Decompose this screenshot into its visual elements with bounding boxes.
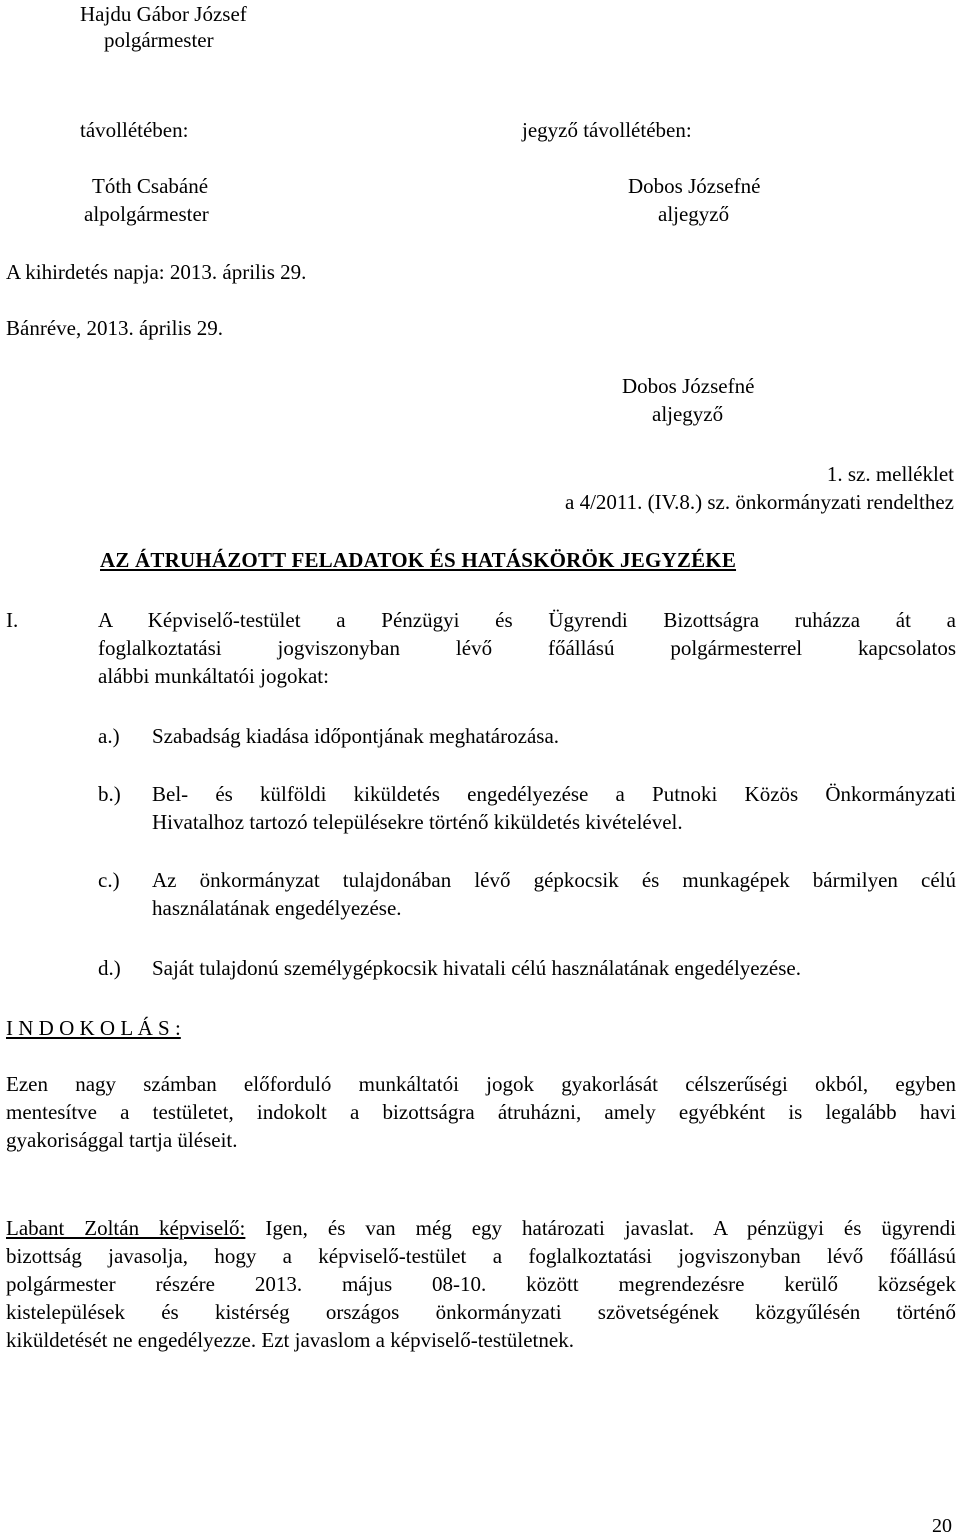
signature-left-title: alpolgármester xyxy=(84,202,209,226)
item-text: Saját tulajdonú személygépkocsik hivatali célú használatának engedélyezése. xyxy=(152,956,801,980)
justification-line-3: gyakorisággal tartja üléseit. xyxy=(6,1128,238,1152)
item-text: Szabadság kiadása időpontjának meghatározása. xyxy=(152,724,560,748)
mayor-title: polgármester xyxy=(104,28,214,52)
item-label: d.) xyxy=(98,956,121,980)
item-label: b.) xyxy=(98,782,121,806)
document-title: AZ ÁTRUHÁZOTT FELADATOK ÉS HATÁSKÖRÖK JEGYZÉKE xyxy=(100,548,737,572)
justification-heading: I N D O K O L Á S : xyxy=(6,1016,181,1040)
signature-left-name: Tóth Csabáné xyxy=(92,174,209,198)
place-and-date: Bánréve, 2013. április 29. xyxy=(6,316,223,340)
speech-line-2: bizottság javasolja, hogy a képviselő-testület a foglalkoztatási jogviszonyban lévő főállású xyxy=(6,1244,956,1268)
speech-line-3: polgármester részére 2013. május 08-10. között megrendezésre kerülő községek xyxy=(6,1272,956,1296)
item-text: Bel- és külföldi kiküldetés engedélyezése a Putnoki Közös Önkormányzati xyxy=(152,782,956,806)
notary-name: Dobos Józsefné xyxy=(622,374,755,398)
signature-left-caption: távollétében: xyxy=(80,118,189,142)
section-intro-line-3: alábbi munkáltatói jogokat: xyxy=(98,664,329,688)
speech-line-1 xyxy=(6,1214,956,1242)
item-text-continued: használatának engedélyezése. xyxy=(152,896,402,920)
signature-right-title: aljegyző xyxy=(658,202,730,226)
section-intro-line-2: foglalkoztatási jogviszonyban lévő főállású polgármesterrel kapcsolatos xyxy=(98,636,956,660)
notary-title: aljegyző xyxy=(652,402,724,426)
speaker-name: Labant Zoltán képviselő: xyxy=(6,1216,246,1240)
speech-line-4: kistelepülések és kistérség országos önkormányzati szövetségének közgyűlésén történő xyxy=(6,1300,956,1324)
annex-number: 1. sz. melléklet xyxy=(826,462,954,486)
signature-right-name: Dobos Józsefné xyxy=(628,174,761,198)
page-number: 20 xyxy=(932,1515,952,1537)
speech-line-5: kiküldetését ne engedélyezze. Ezt javaslom a képviselő-testületnek. xyxy=(6,1328,574,1352)
justification-line-2: mentesítve a testületet, indokolt a bizottságra átruházni, amely egyébként is legalább havi xyxy=(6,1100,956,1124)
section-intro-line-1: A Képviselő-testület a Pénzügyi és Ügyrendi Bizottságra ruházza át a xyxy=(98,608,956,632)
signature-right-caption: jegyző távollétében: xyxy=(522,118,692,142)
section-number: I. xyxy=(6,608,19,632)
annex-regulation: a 4/2011. (IV.8.) sz. önkormányzati rendelthez xyxy=(565,490,954,514)
mayor-name: Hajdu Gábor József xyxy=(80,2,247,26)
item-label: c.) xyxy=(98,868,120,892)
item-label: a.) xyxy=(98,724,120,748)
justification-line-1: Ezen nagy számban előforduló munkáltatói jogok gyakorlását célszerűségi okból, egyben xyxy=(6,1072,956,1096)
item-text: Az önkormányzat tulajdonában lévő gépkocsik és munkagépek bármilyen célú xyxy=(152,868,956,892)
item-text-continued: Hivatalhoz tartozó településekre történő kiküldetés kivételével. xyxy=(152,810,683,834)
announcement-date: A kihirdetés napja: 2013. április 29. xyxy=(6,260,307,284)
speech-text: Igen, és van még egy határozati javaslat. A pénzügyi és ügyrendi xyxy=(245,1216,956,1240)
